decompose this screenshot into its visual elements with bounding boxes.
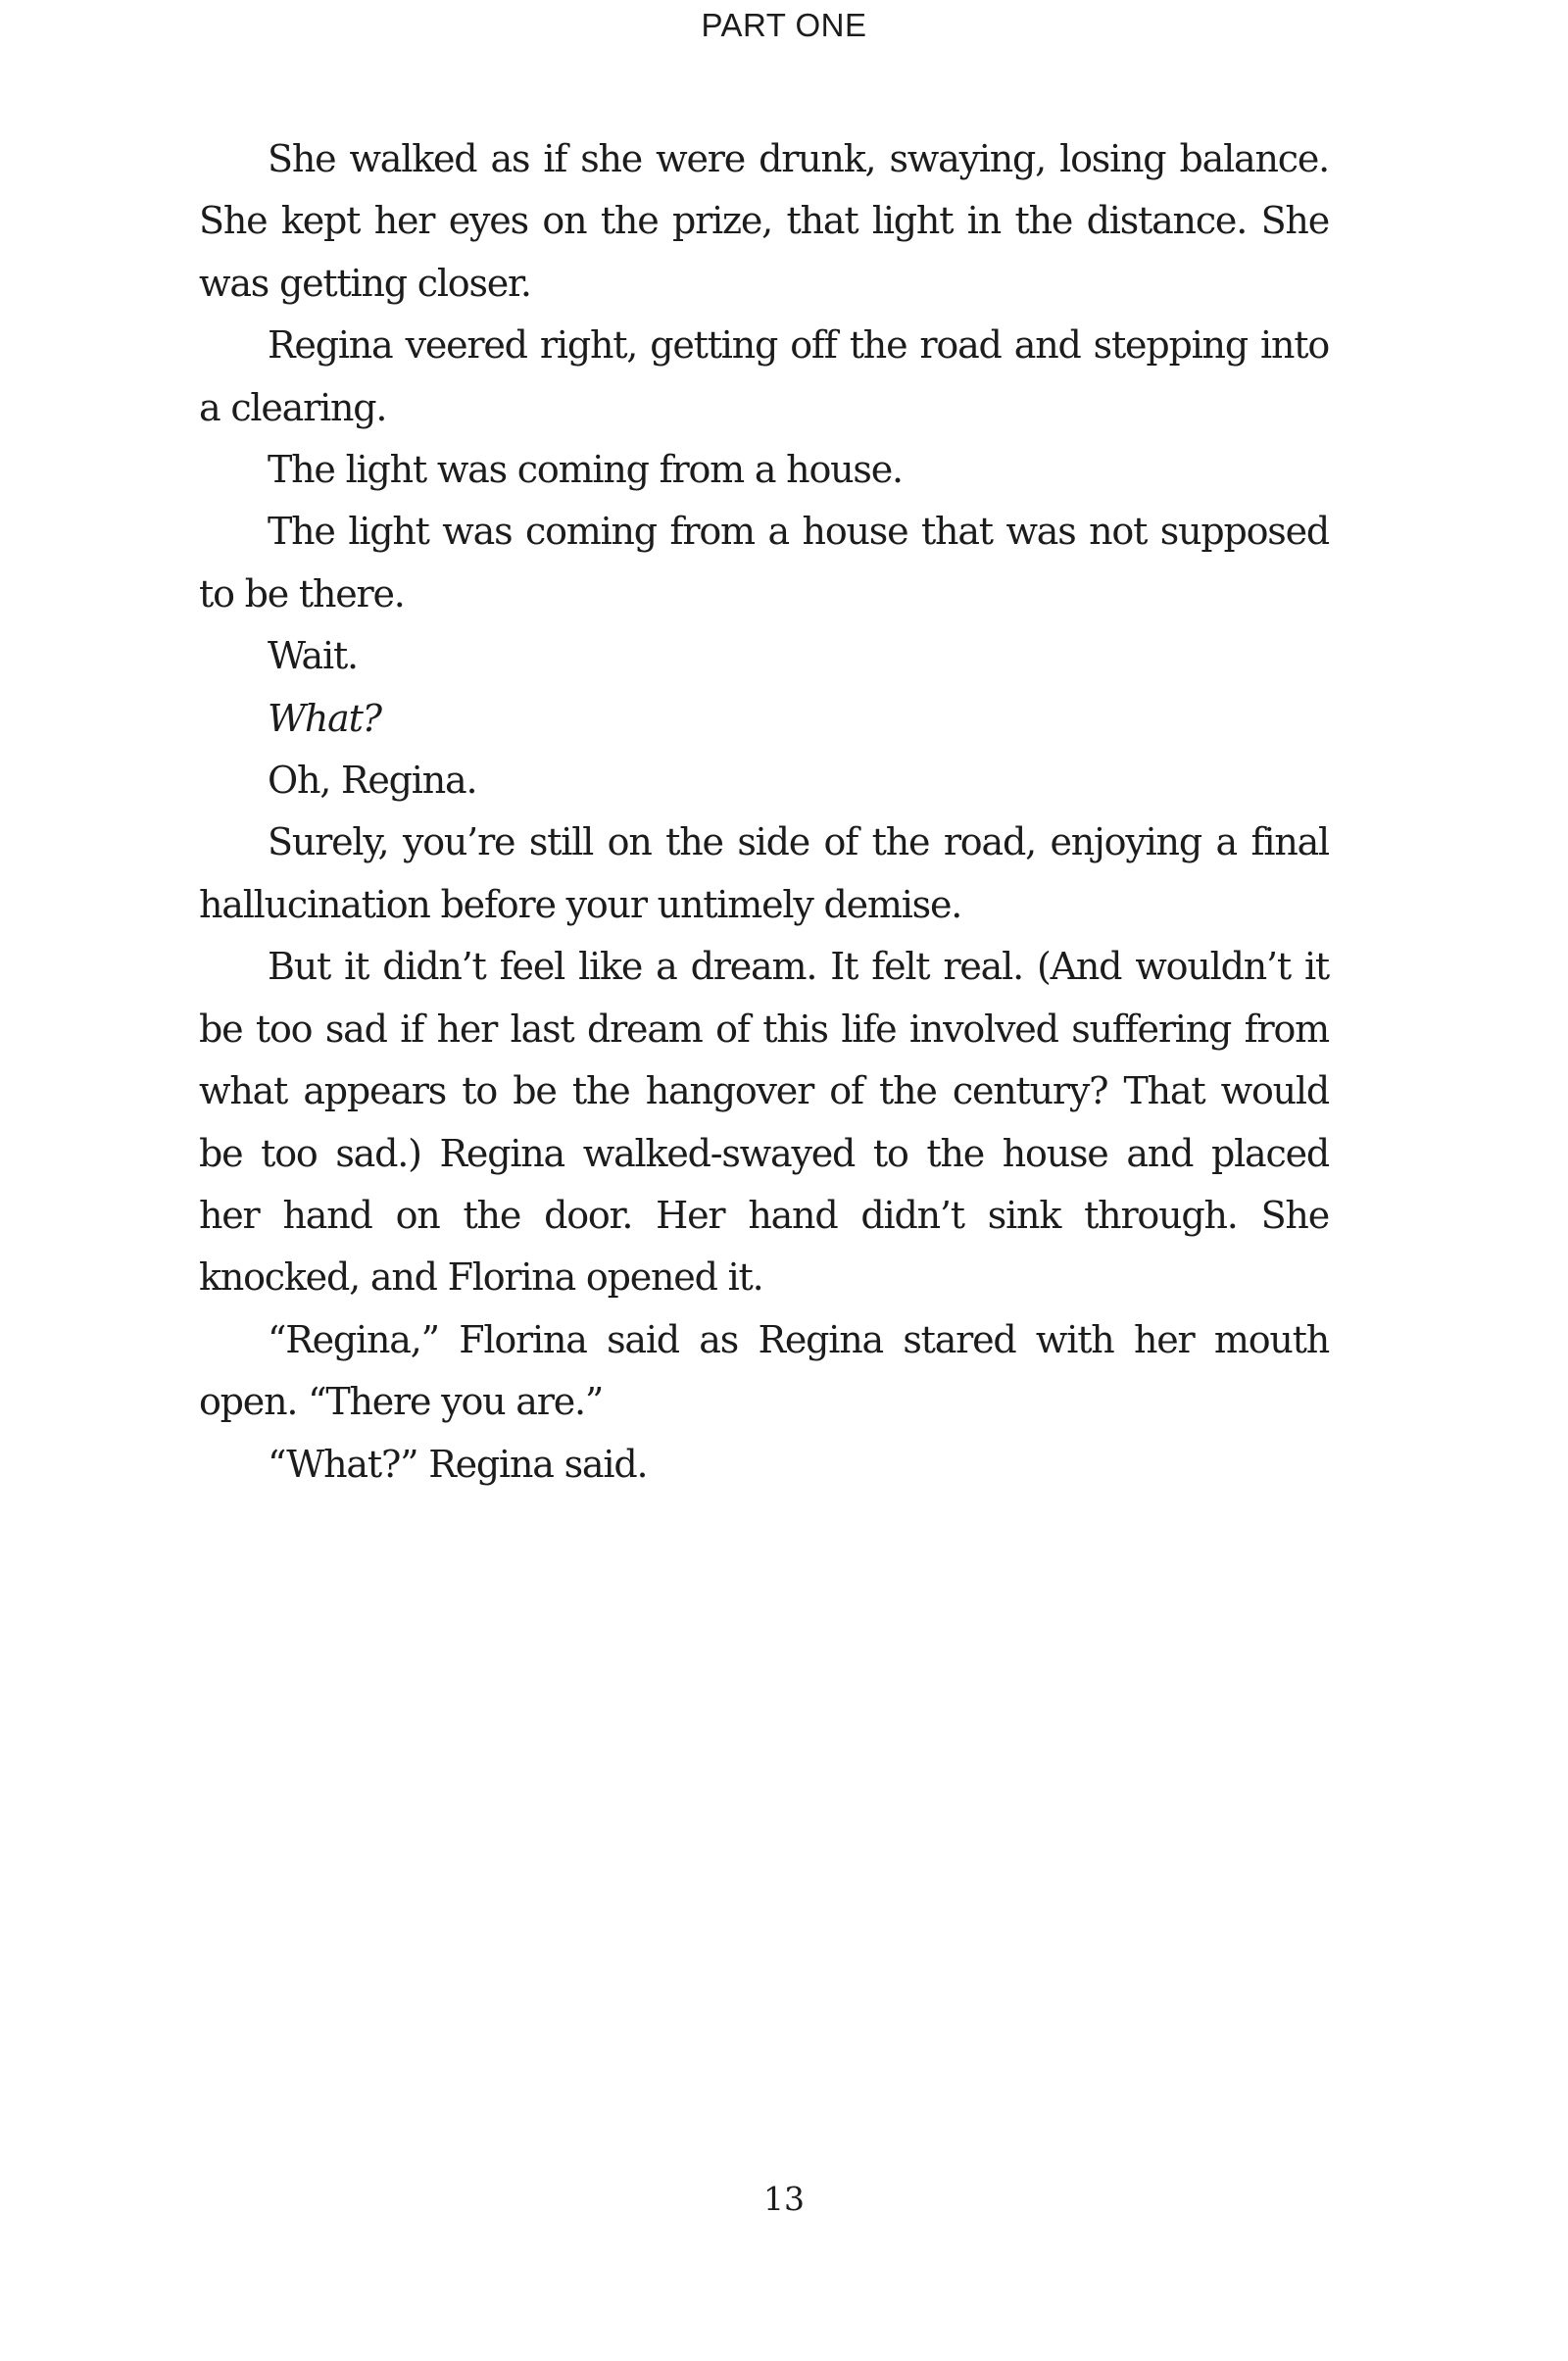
page-number: 13 — [763, 2180, 805, 2218]
paragraph: The light was coming from a house that was not supposed to be there. — [199, 510, 1329, 615]
paragraph: Oh, Regina. — [268, 759, 477, 803]
paragraph: “Regina,” Florina said as Regina stared with her mouth open. “There you are.” — [199, 1317, 1329, 1424]
paragraph: But it didn’t feel like a dream. It felt real. (And wouldn’t it be too sad if her last dream of this life involved suffering from what appears to be the hangover of the century? That would be too sad.) Regina walked-swayed to the house and placed her hand on the door. Her hand didn’t sink through. She knocked, and Florina opened it. — [199, 945, 1329, 1300]
paragraph: “What?” Regina said. — [268, 1442, 648, 1486]
running-head: PART ONE — [701, 7, 867, 43]
paragraph: The light was coming from a house. — [268, 448, 903, 492]
paragraph: She walked as if she were drunk, swaying, losing balance. She kept her eyes on the prize, that light in the distance. She was getting closer. — [199, 137, 1329, 305]
paragraph: Regina veered right, getting off the road and stepping into a clearing. — [199, 323, 1329, 429]
paragraph: Surely, you’re still on the side of the road, enjoying a final hallucination before your untimely demise. — [199, 820, 1329, 926]
paragraph: Wait. — [268, 634, 358, 678]
paragraph-italic: What? — [268, 696, 381, 740]
body-text — [199, 128, 1329, 1496]
